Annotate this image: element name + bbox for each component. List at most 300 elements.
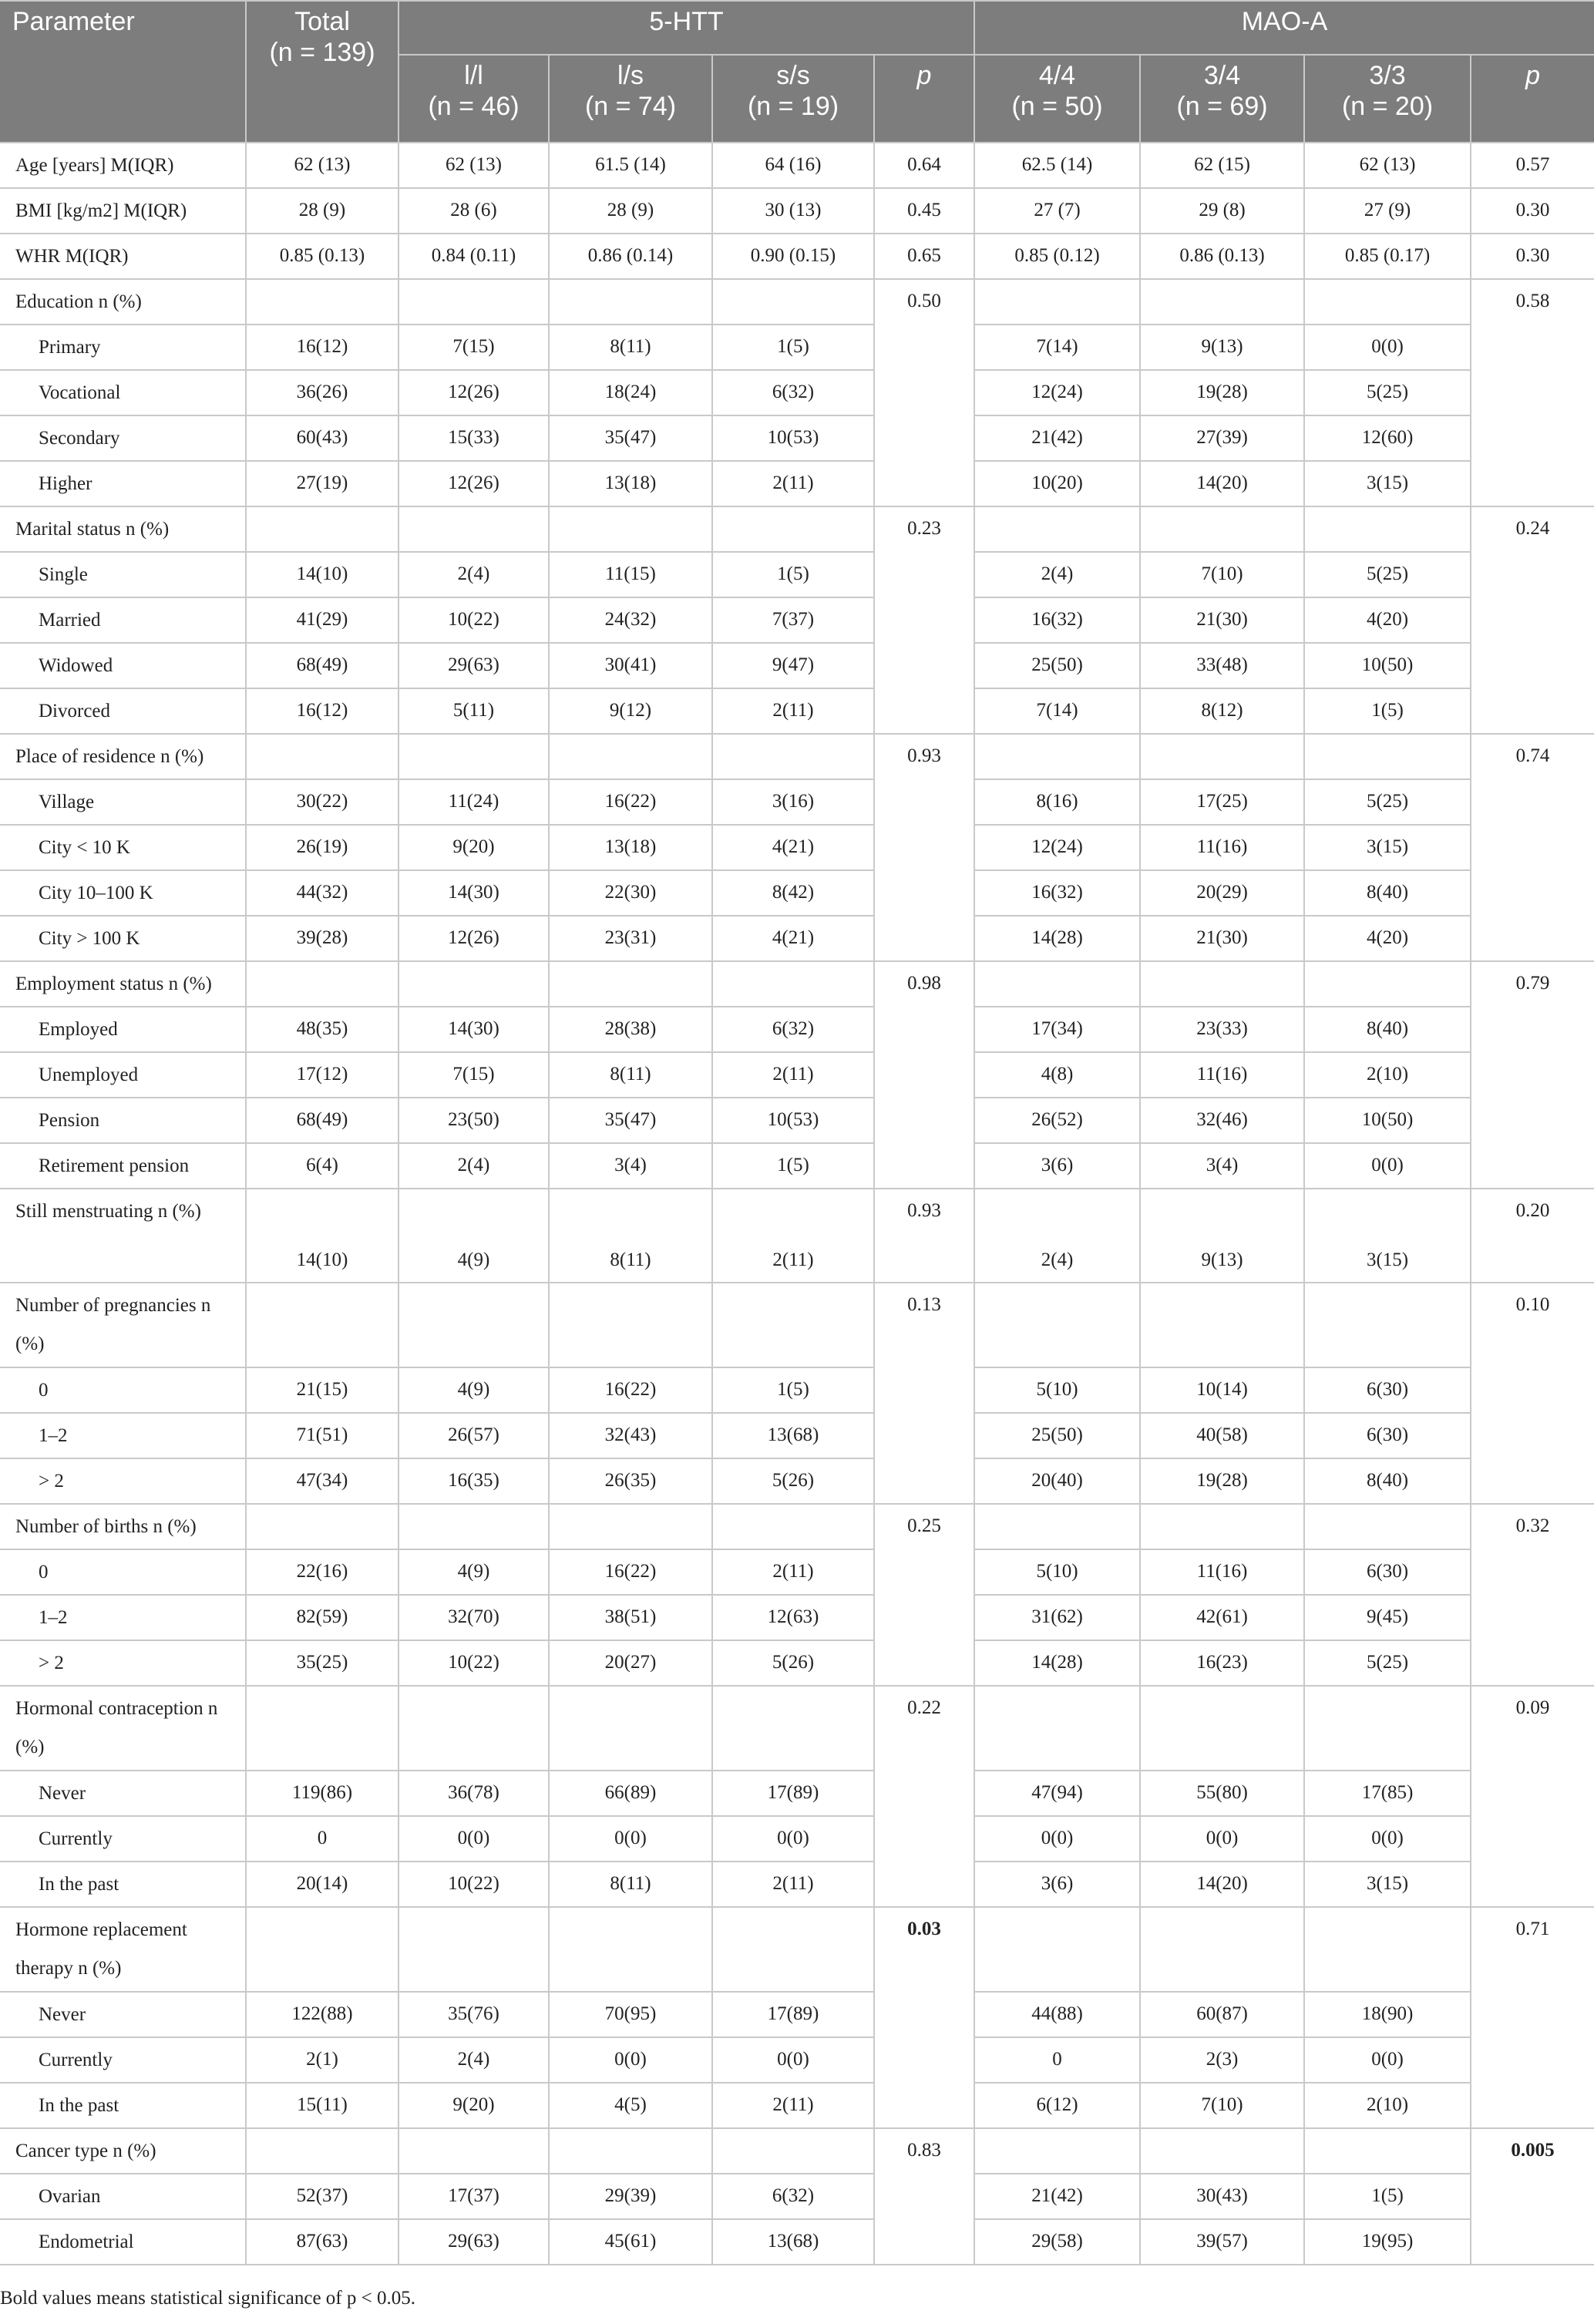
- group2-2-p-5htt: 0.22: [874, 1686, 974, 1907]
- group2-1-item-cell: 5(10): [974, 1549, 1140, 1595]
- group-1-item-cell: 10(22): [398, 597, 549, 643]
- empty-cell: [974, 1686, 1140, 1771]
- menstruating-cell: 4(9): [398, 1189, 549, 1283]
- group2-3-p-maoa: 0.71: [1471, 1907, 1594, 2128]
- empty-cell: [246, 1907, 398, 1992]
- group2-0-item-cell: 20(40): [974, 1458, 1140, 1504]
- table-row: [0, 643, 1594, 688]
- group-0-item-cell: 13(18): [549, 461, 712, 506]
- header-sub-ss: s/s (n = 19): [712, 55, 874, 143]
- group-3-item-cell: 6(32): [712, 1007, 874, 1052]
- row-0-cell: 64 (16): [712, 143, 874, 188]
- group2-0-item-label: > 2: [0, 1458, 246, 1504]
- group2-1-item-cell: 31(62): [974, 1595, 1140, 1640]
- row-0-cell: 62 (13): [246, 143, 398, 188]
- empty-cell: [246, 506, 398, 552]
- table-header: [0, 1, 1594, 143]
- group2-0-item-cell: 19(28): [1140, 1458, 1304, 1504]
- group-1-item-cell: 41(29): [246, 597, 398, 643]
- table-row: [0, 1143, 1594, 1189]
- table-row: [0, 1816, 1594, 1862]
- group-2-item-cell: 12(26): [398, 916, 549, 961]
- group-3-item-cell: 17(34): [974, 1007, 1140, 1052]
- empty-cell: [1140, 734, 1304, 779]
- table-row: [0, 234, 1594, 279]
- empty-cell: [1304, 1686, 1471, 1771]
- group-1-item-cell: 9(47): [712, 643, 874, 688]
- menstruating-cell: 0.93: [874, 1189, 974, 1283]
- group-1-p-5htt: 0.23: [874, 506, 974, 734]
- group-2-item-cell: 8(16): [974, 779, 1140, 825]
- group-1-item-cell: 8(12): [1140, 688, 1304, 734]
- group2-4-item-cell: 13(68): [712, 2219, 874, 2265]
- table-row: [0, 1862, 1594, 1907]
- group-header-row: [0, 1907, 1594, 1992]
- group-2-item-cell: 11(24): [398, 779, 549, 825]
- group2-3-item-cell: 0(0): [712, 2037, 874, 2083]
- empty-cell: [712, 1504, 874, 1549]
- group-2-item-cell: 3(15): [1304, 825, 1471, 870]
- empty-cell: [974, 1504, 1140, 1549]
- group-2-item-cell: 21(30): [1140, 916, 1304, 961]
- empty-cell: [1304, 506, 1471, 552]
- group-3-item-cell: 11(16): [1140, 1052, 1304, 1098]
- group-3-item-label: Retirement pension: [0, 1143, 246, 1189]
- empty-cell: [974, 961, 1140, 1007]
- group2-0-item-cell: 26(35): [549, 1458, 712, 1504]
- menstruating-cell: 14(10): [246, 1189, 398, 1283]
- empty-cell: [1140, 1283, 1304, 1367]
- group-header-row: [0, 506, 1594, 552]
- group2-3-item-cell: 122(88): [246, 1992, 398, 2037]
- group2-2-item-cell: 3(15): [1304, 1862, 1471, 1907]
- empty-cell: [712, 1686, 874, 1771]
- group-2-item-label: City 10–100 K: [0, 870, 246, 916]
- group-1-item-cell: 16(32): [974, 597, 1140, 643]
- table-row: [0, 552, 1594, 597]
- group-0-item-cell: 9(13): [1140, 325, 1304, 370]
- group-1-item-cell: 21(30): [1140, 597, 1304, 643]
- group2-1-item-cell: 38(51): [549, 1595, 712, 1640]
- group2-3-item-cell: 2(1): [246, 2037, 398, 2083]
- group-0-item-cell: 12(26): [398, 461, 549, 506]
- group-3-item-cell: 8(11): [549, 1052, 712, 1098]
- group2-0-item-cell: 16(35): [398, 1458, 549, 1504]
- group2-4-p-maoa: 0.005: [1471, 2128, 1594, 2265]
- group2-2-item-cell: 0(0): [1304, 1816, 1471, 1862]
- header-group-5htt: 5-HTT: [398, 1, 974, 55]
- row-2-cell: 0.86 (0.14): [549, 234, 712, 279]
- group2-1-item-cell: 5(26): [712, 1640, 874, 1686]
- group-3-item-cell: 2(10): [1304, 1052, 1471, 1098]
- empty-cell: [712, 506, 874, 552]
- group-2-item-cell: 12(24): [974, 825, 1140, 870]
- group2-2-item-cell: 8(11): [549, 1862, 712, 1907]
- group-3-item-label: Unemployed: [0, 1052, 246, 1098]
- header-sub-44: 4/4 (n = 50): [974, 55, 1140, 143]
- group-2-item-cell: 8(40): [1304, 870, 1471, 916]
- empty-cell: [549, 2128, 712, 2174]
- header-sub-33: 3/3 (n = 20): [1304, 55, 1471, 143]
- group-2-item-cell: 20(29): [1140, 870, 1304, 916]
- row-0-cell: 62 (13): [1304, 143, 1471, 188]
- group2-4-item-cell: 19(95): [1304, 2219, 1471, 2265]
- empty-cell: [246, 1686, 398, 1771]
- row-1-cell: 0.30: [1471, 188, 1594, 234]
- table-row: [0, 1640, 1594, 1686]
- group-0-item-cell: 8(11): [549, 325, 712, 370]
- empty-cell: [1140, 279, 1304, 325]
- group2-1-item-cell: 10(22): [398, 1640, 549, 1686]
- group2-3-item-cell: 70(95): [549, 1992, 712, 2037]
- empty-cell: [549, 1504, 712, 1549]
- group-0-item-cell: 1(5): [712, 325, 874, 370]
- group2-1-item-cell: 32(70): [398, 1595, 549, 1640]
- empty-cell: [974, 1283, 1140, 1367]
- group-header-row: [0, 961, 1594, 1007]
- group-3-item-cell: 68(49): [246, 1098, 398, 1143]
- group2-4-item-cell: 29(63): [398, 2219, 549, 2265]
- empty-cell: [1140, 1504, 1304, 1549]
- group2-3-item-cell: 0(0): [1304, 2037, 1471, 2083]
- group-3-item-label: Pension: [0, 1098, 246, 1143]
- group-1-item-cell: 10(50): [1304, 643, 1471, 688]
- group2-4-item-cell: 45(61): [549, 2219, 712, 2265]
- group-1-item-cell: 1(5): [712, 552, 874, 597]
- group2-3-item-cell: 18(90): [1304, 1992, 1471, 2037]
- group-3-item-cell: 10(53): [712, 1098, 874, 1143]
- group2-3-item-cell: 0(0): [549, 2037, 712, 2083]
- empty-cell: [974, 2128, 1140, 2174]
- group2-1-item-cell: 22(16): [246, 1549, 398, 1595]
- table-row: [0, 143, 1594, 188]
- group-0-item-cell: 27(19): [246, 461, 398, 506]
- group-3-item-cell: 2(4): [398, 1143, 549, 1189]
- group2-0-item-cell: 26(57): [398, 1413, 549, 1458]
- group2-2-item-label: In the past: [0, 1862, 246, 1907]
- group-3-item-cell: 14(30): [398, 1007, 549, 1052]
- group-1-item-cell: 24(32): [549, 597, 712, 643]
- empty-cell: [246, 1283, 398, 1367]
- group2-0-item-cell: 32(43): [549, 1413, 712, 1458]
- empty-cell: [246, 2128, 398, 2174]
- group-1-item-cell: 5(11): [398, 688, 549, 734]
- group2-1-p-5htt: 0.25: [874, 1504, 974, 1686]
- menstruating-cell: 3(15): [1304, 1189, 1471, 1283]
- group-0-p-maoa: 0.58: [1471, 279, 1594, 506]
- group-0-item-cell: 14(20): [1140, 461, 1304, 506]
- group2-4-item-cell: 30(43): [1140, 2174, 1304, 2219]
- table-row: [0, 2037, 1594, 2083]
- group2-2-item-cell: 0(0): [549, 1816, 712, 1862]
- group-2-title: Place of residence n (%): [0, 734, 246, 779]
- group2-2-item-cell: 0: [246, 1816, 398, 1862]
- table-row: [0, 1189, 1594, 1283]
- empty-cell: [398, 1907, 549, 1992]
- group-header-row: [0, 1283, 1594, 1367]
- group2-0-item-cell: 71(51): [246, 1413, 398, 1458]
- group2-4-item-label: Ovarian: [0, 2174, 246, 2219]
- empty-cell: [1304, 279, 1471, 325]
- group-0-item-cell: 27(39): [1140, 415, 1304, 461]
- header-total: Total (n = 139): [246, 1, 398, 143]
- group2-1-item-cell: 12(63): [712, 1595, 874, 1640]
- table-body: [0, 143, 1594, 2265]
- empty-cell: [712, 1283, 874, 1367]
- group-1-item-cell: 16(12): [246, 688, 398, 734]
- group-1-item-cell: 14(10): [246, 552, 398, 597]
- group-1-item-cell: 7(10): [1140, 552, 1304, 597]
- row-1-cell: 0.45: [874, 188, 974, 234]
- group2-2-item-cell: 17(85): [1304, 1771, 1471, 1816]
- group-0-item-cell: 60(43): [246, 415, 398, 461]
- empty-cell: [549, 506, 712, 552]
- group-1-item-cell: 11(15): [549, 552, 712, 597]
- table-row: [0, 1052, 1594, 1098]
- group-2-item-cell: 16(32): [974, 870, 1140, 916]
- row-0-cell: 62 (13): [398, 143, 549, 188]
- group-2-item-label: City < 10 K: [0, 825, 246, 870]
- empty-cell: [398, 1504, 549, 1549]
- empty-cell: [549, 1283, 712, 1367]
- group-3-item-cell: 35(47): [549, 1098, 712, 1143]
- group2-2-p-maoa: 0.09: [1471, 1686, 1594, 1907]
- group2-2-item-cell: 3(6): [974, 1862, 1140, 1907]
- group2-3-item-cell: 7(10): [1140, 2083, 1304, 2128]
- table-row: [0, 2219, 1594, 2265]
- empty-cell: [398, 506, 549, 552]
- group2-2-item-cell: 55(80): [1140, 1771, 1304, 1816]
- empty-cell: [974, 734, 1140, 779]
- group-3-item-cell: 26(52): [974, 1098, 1140, 1143]
- group2-0-item-label: 0: [0, 1367, 246, 1413]
- group-1-item-cell: 25(50): [974, 643, 1140, 688]
- empty-cell: [1304, 734, 1471, 779]
- header-group-maoa: MAO-A: [974, 1, 1594, 55]
- row-2-cell: 0.84 (0.11): [398, 234, 549, 279]
- group-2-item-cell: 9(20): [398, 825, 549, 870]
- group-0-item-cell: 10(20): [974, 461, 1140, 506]
- row-1-cell: 30 (13): [712, 188, 874, 234]
- empty-cell: [398, 961, 549, 1007]
- group2-3-item-cell: 44(88): [974, 1992, 1140, 2037]
- group-1-item-cell: 7(14): [974, 688, 1140, 734]
- row-2-cell: 0.85 (0.17): [1304, 234, 1471, 279]
- group-2-item-cell: 17(25): [1140, 779, 1304, 825]
- table-row: [0, 461, 1594, 506]
- group2-3-item-label: In the past: [0, 2083, 246, 2128]
- group-1-item-cell: 2(11): [712, 688, 874, 734]
- group2-0-item-cell: 6(30): [1304, 1413, 1471, 1458]
- group2-3-item-label: Never: [0, 1992, 246, 2037]
- group2-1-item-cell: 4(9): [398, 1549, 549, 1595]
- row-1-cell: 27 (9): [1304, 188, 1471, 234]
- header-sub-ls: l/s (n = 74): [549, 55, 712, 143]
- group-header-row: [0, 2128, 1594, 2174]
- group-0-item-cell: 12(60): [1304, 415, 1471, 461]
- row-1-cell: 28 (9): [549, 188, 712, 234]
- group-3-item-label: Employed: [0, 1007, 246, 1052]
- row-1-cell: 28 (6): [398, 188, 549, 234]
- group2-0-item-cell: 6(30): [1304, 1367, 1471, 1413]
- table-row: [0, 1595, 1594, 1640]
- group2-1-item-cell: 2(11): [712, 1549, 874, 1595]
- table-row: [0, 1458, 1594, 1504]
- header-sub-ll: l/l (n = 46): [398, 55, 549, 143]
- table-row: [0, 1413, 1594, 1458]
- empty-cell: [246, 1504, 398, 1549]
- table-row: [0, 597, 1594, 643]
- group2-2-item-cell: 36(78): [398, 1771, 549, 1816]
- group2-3-item-label: Currently: [0, 2037, 246, 2083]
- group2-4-title: Cancer type n (%): [0, 2128, 246, 2174]
- group2-3-item-cell: 6(12): [974, 2083, 1140, 2128]
- row-1-cell: 28 (9): [246, 188, 398, 234]
- group-3-item-cell: 3(6): [974, 1143, 1140, 1189]
- group2-1-item-cell: 20(27): [549, 1640, 712, 1686]
- empty-cell: [246, 734, 398, 779]
- group-1-item-cell: 9(12): [549, 688, 712, 734]
- group2-0-item-cell: 40(58): [1140, 1413, 1304, 1458]
- row-2-cell: 0.85 (0.13): [246, 234, 398, 279]
- group-2-item-cell: 11(16): [1140, 825, 1304, 870]
- group-0-item-cell: 5(25): [1304, 370, 1471, 415]
- group-3-item-cell: 3(4): [1140, 1143, 1304, 1189]
- group-2-item-cell: 26(19): [246, 825, 398, 870]
- header-sub-p1: p: [874, 55, 974, 143]
- group-0-item-cell: 35(47): [549, 415, 712, 461]
- group-0-p-5htt: 0.50: [874, 279, 974, 506]
- menstruating-label: Still menstruating n (%): [0, 1189, 246, 1283]
- group2-4-item-cell: 52(37): [246, 2174, 398, 2219]
- group-1-item-cell: 30(41): [549, 643, 712, 688]
- group2-3-item-cell: 60(87): [1140, 1992, 1304, 2037]
- group-1-item-cell: 29(63): [398, 643, 549, 688]
- empty-cell: [398, 734, 549, 779]
- group-0-title: Education n (%): [0, 279, 246, 325]
- group-header-row: [0, 1686, 1594, 1771]
- group2-4-item-cell: 1(5): [1304, 2174, 1471, 2219]
- group-0-item-cell: 19(28): [1140, 370, 1304, 415]
- empty-cell: [398, 1686, 549, 1771]
- table-row: [0, 825, 1594, 870]
- row-2-cell: 0.65: [874, 234, 974, 279]
- group2-2-item-cell: 119(86): [246, 1771, 398, 1816]
- group2-4-item-cell: 21(42): [974, 2174, 1140, 2219]
- row-0-label: Age [years] M(IQR): [0, 143, 246, 188]
- table-row: [0, 779, 1594, 825]
- group-3-item-cell: 0(0): [1304, 1143, 1471, 1189]
- group2-4-item-label: Endometrial: [0, 2219, 246, 2265]
- table-row: [0, 870, 1594, 916]
- menstruating-cell: 2(11): [712, 1189, 874, 1283]
- group2-2-item-cell: 10(22): [398, 1862, 549, 1907]
- menstruating-cell: 9(13): [1140, 1189, 1304, 1283]
- group-header-row: [0, 734, 1594, 779]
- group2-0-item-cell: 5(26): [712, 1458, 874, 1504]
- empty-cell: [549, 279, 712, 325]
- menstruating-cell: 0.20: [1471, 1189, 1594, 1283]
- group2-0-item-cell: 13(68): [712, 1413, 874, 1458]
- group-0-item-label: Higher: [0, 461, 246, 506]
- group2-3-item-cell: 35(76): [398, 1992, 549, 2037]
- group2-1-title: Number of births n (%): [0, 1504, 246, 1549]
- table-row: [0, 2174, 1594, 2219]
- group2-3-item-cell: 2(4): [398, 2037, 549, 2083]
- group2-3-item-cell: 0: [974, 2037, 1140, 2083]
- table-row: [0, 1367, 1594, 1413]
- group-0-item-cell: 15(33): [398, 415, 549, 461]
- group-0-item-cell: 10(53): [712, 415, 874, 461]
- empty-cell: [712, 279, 874, 325]
- row-2-label: WHR M(IQR): [0, 234, 246, 279]
- group2-0-title: Number of pregnancies n (%): [0, 1283, 246, 1367]
- group2-4-item-cell: 87(63): [246, 2219, 398, 2265]
- group-3-p-maoa: 0.79: [1471, 961, 1594, 1189]
- group2-2-item-cell: 0(0): [1140, 1816, 1304, 1862]
- menstruating-cell: 2(4): [974, 1189, 1140, 1283]
- empty-cell: [974, 279, 1140, 325]
- group-0-item-cell: 21(42): [974, 415, 1140, 461]
- group2-2-item-label: Currently: [0, 1816, 246, 1862]
- group-0-item-cell: 2(11): [712, 461, 874, 506]
- group-0-item-cell: 0(0): [1304, 325, 1471, 370]
- group-2-item-cell: 4(21): [712, 916, 874, 961]
- group2-2-item-cell: 0(0): [398, 1816, 549, 1862]
- group-1-item-cell: 7(37): [712, 597, 874, 643]
- empty-cell: [712, 2128, 874, 2174]
- group2-4-item-cell: 39(57): [1140, 2219, 1304, 2265]
- empty-cell: [398, 2128, 549, 2174]
- group2-0-item-cell: 8(40): [1304, 1458, 1471, 1504]
- group2-4-item-cell: 17(37): [398, 2174, 549, 2219]
- group2-1-item-cell: 9(45): [1304, 1595, 1471, 1640]
- group-2-item-cell: 39(28): [246, 916, 398, 961]
- group2-1-item-cell: 6(30): [1304, 1549, 1471, 1595]
- group-2-item-label: City > 100 K: [0, 916, 246, 961]
- group2-3-item-cell: 2(3): [1140, 2037, 1304, 2083]
- group2-0-p-5htt: 0.13: [874, 1283, 974, 1504]
- group2-2-title: Hormonal contraception n (%): [0, 1686, 246, 1771]
- empty-cell: [974, 1907, 1140, 1992]
- table-row: [0, 188, 1594, 234]
- footnote: Bold values means statistical significance of p < 0.05.: [0, 2288, 415, 2309]
- group-1-item-label: Married: [0, 597, 246, 643]
- group2-1-item-label: 1–2: [0, 1595, 246, 1640]
- group2-3-item-cell: 2(10): [1304, 2083, 1471, 2128]
- empty-cell: [712, 961, 874, 1007]
- group-1-title: Marital status n (%): [0, 506, 246, 552]
- group-1-item-cell: 2(4): [398, 552, 549, 597]
- group-2-item-cell: 13(18): [549, 825, 712, 870]
- row-2-cell: 0.86 (0.13): [1140, 234, 1304, 279]
- group2-2-item-cell: 66(89): [549, 1771, 712, 1816]
- group-header-row: [0, 279, 1594, 325]
- group2-2-item-cell: 17(89): [712, 1771, 874, 1816]
- group2-1-item-cell: 5(25): [1304, 1640, 1471, 1686]
- group-0-item-cell: 3(15): [1304, 461, 1471, 506]
- group-1-item-label: Divorced: [0, 688, 246, 734]
- group-0-item-cell: 7(15): [398, 325, 549, 370]
- group-2-item-cell: 30(22): [246, 779, 398, 825]
- group-3-item-cell: 23(50): [398, 1098, 549, 1143]
- group-0-item-cell: 12(24): [974, 370, 1140, 415]
- empty-cell: [1304, 1283, 1471, 1367]
- row-0-cell: 62.5 (14): [974, 143, 1140, 188]
- group2-1-item-cell: 16(22): [549, 1549, 712, 1595]
- group2-3-item-cell: 17(89): [712, 1992, 874, 2037]
- group2-1-item-cell: 16(23): [1140, 1640, 1304, 1686]
